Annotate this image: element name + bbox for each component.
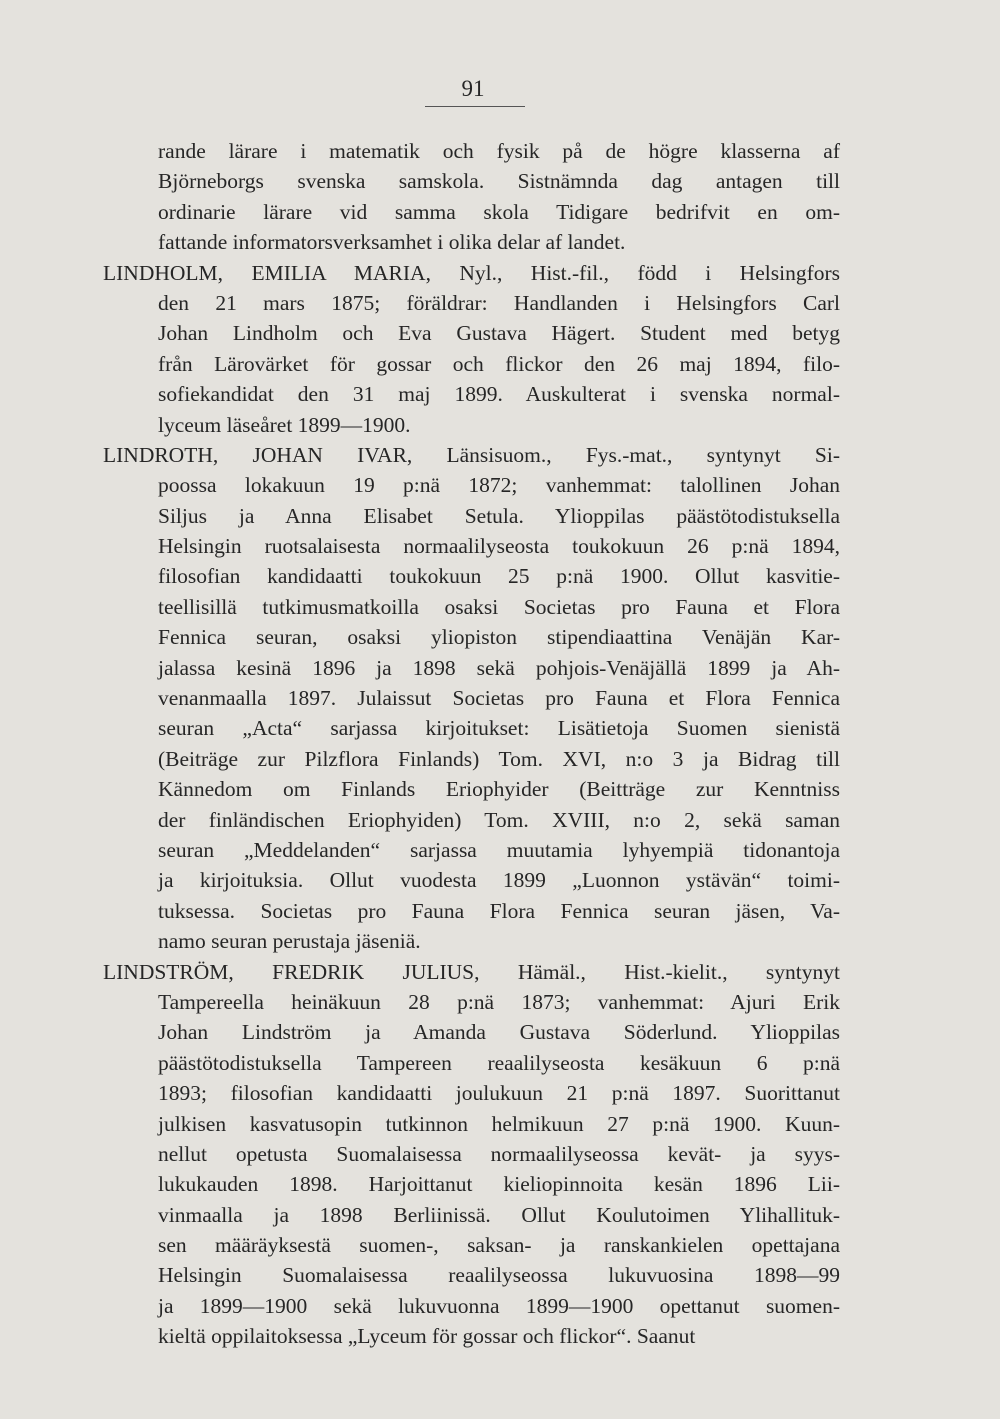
text-line: sen määräyksestä suomen-, saksan- ja ranskankielen opettajana <box>158 1233 840 1258</box>
text-line: ordinarie lärare vid samma skola Tidigare bedrifvit en om- <box>158 199 840 224</box>
text-line: ja kirjoituksia. Ollut vuodesta 1899 „Luonnon ystävän“ toimi- <box>158 868 840 893</box>
text-line: lyceum läseåret 1899—1900. <box>158 412 411 437</box>
text-line: seuran „Meddelanden“ sarjassa muutamia lyhyempiä tidonantoja <box>158 837 840 862</box>
text-line: rande lärare i matematik och fysik på de högre klasserna af <box>158 139 840 163</box>
entry-heading-line: LINDROTH, JOHAN IVAR, Länsisuom., Fys.-mat., syntynyt Si- <box>103 442 840 467</box>
text-line: der finländischen Eriophyiden) Tom. XVIII, n:o 2, sekä saman <box>158 807 840 832</box>
text-line: seuran „Acta“ sarjassa kirjoitukset: Lisätietoja Suomen sienistä <box>158 716 840 741</box>
text-line: Fennica seuran, osaksi yliopiston stipendiaattina Venäjän Kar- <box>158 625 840 650</box>
text-line: Helsingin Suomalaisessa reaalilyseossa lukuvuosina 1898—99 <box>158 1263 840 1288</box>
text-line: filosofian kandidaatti toukokuun 25 p:nä 1900. Ollut kasvitie- <box>158 564 840 589</box>
text-line: julkisen kasvatusopin tutkinnon helmikuun 27 p:nä 1900. Kuun- <box>158 1111 840 1136</box>
text-line: sofiekandidat den 31 maj 1899. Auskulterat i svenska normal- <box>158 382 840 407</box>
text-line: poossa lokakuun 19 p:nä 1872; vanhemmat: talollinen Johan <box>158 473 840 498</box>
page-number-rule <box>425 106 525 107</box>
text-line: från Lärovärket för gossar och flickor den 26 maj 1894, filo- <box>158 351 840 376</box>
text-line: Helsingin ruotsalaisesta normaalilyseosta toukokuun 26 p:nä 1894, <box>158 534 840 559</box>
text-line: lukukauden 1898. Harjoittanut kieliopinnoita kesän 1896 Lii- <box>158 1172 840 1197</box>
text-line: kieltä oppilaitoksessa „Lyceum för gossar och flickor“. Saanut <box>158 1324 696 1349</box>
text-line: päästötodistuksella Tampereen reaalilyseosta kesäkuun 6 p:nä <box>158 1050 840 1075</box>
text-line: teellisillä tutkimusmatkoilla osaksi Societas pro Fauna et Flora <box>158 594 840 619</box>
text-line: ja 1899—1900 sekä lukuvuonna 1899—1900 opettanut suomen- <box>158 1293 840 1318</box>
text-line: nellut opetusta Suomalaisessa normaalilyseossa kevät- ja syys- <box>158 1141 840 1166</box>
text-line: vinmaalla ja 1898 Berliinissä. Ollut Koulutoimen Ylihallituk- <box>158 1202 840 1227</box>
text-line: namo seuran perustaja jäseniä. <box>158 929 421 954</box>
text-line: Tampereella heinäkuun 28 p:nä 1873; vanhemmat: Ajuri Erik <box>158 989 840 1014</box>
entry-heading-line: LINDHOLM, EMILIA MARIA, Nyl., Hist.-fil., född i Helsingfors <box>103 260 840 285</box>
text-line: Kännedom om Finlands Eriophyider (Beitträge zur Kenntniss <box>158 777 840 802</box>
entry-heading-line: LINDSTRÖM, FREDRIK JULIUS, Hämäl., Hist.-kielit., syntynyt <box>103 959 840 984</box>
text-line: Siljus ja Anna Elisabet Setula. Ylioppilas päästötodistuksella <box>158 503 840 528</box>
text-line: Björneborgs svenska samskola. Sistnämnda dag antagen till <box>158 169 840 194</box>
text-line: Johan Lindström ja Amanda Gustava Söderlund. Ylioppilas <box>158 1020 840 1045</box>
page-number: 91 <box>461 76 485 101</box>
text-line: tuksessa. Societas pro Fauna Flora Fennica seuran jäsen, Va- <box>158 898 840 923</box>
text-line: den 21 mars 1875; föräldrar: Handlanden i Helsingfors Carl <box>158 290 840 315</box>
body-text <box>103 136 840 1352</box>
text-line: Johan Lindholm och Eva Gustava Hägert. Student med betyg <box>158 321 840 346</box>
text-line: venanmaalla 1897. Julaissut Societas pro Fauna et Flora Fennica <box>158 686 840 711</box>
text-line: 1893; filosofian kandidaatti joulukuun 21 p:nä 1897. Suorittanut <box>158 1081 840 1106</box>
text-line: fattande informatorsverksamhet i olika delar af landet. <box>158 230 626 255</box>
text-line: jalassa kesinä 1896 ja 1898 sekä pohjois-Venäjällä 1899 ja Ah- <box>158 655 840 680</box>
text-line: (Beiträge zur Pilzflora Finlands) Tom. XVI, n:o 3 ja Bidrag till <box>158 746 840 771</box>
